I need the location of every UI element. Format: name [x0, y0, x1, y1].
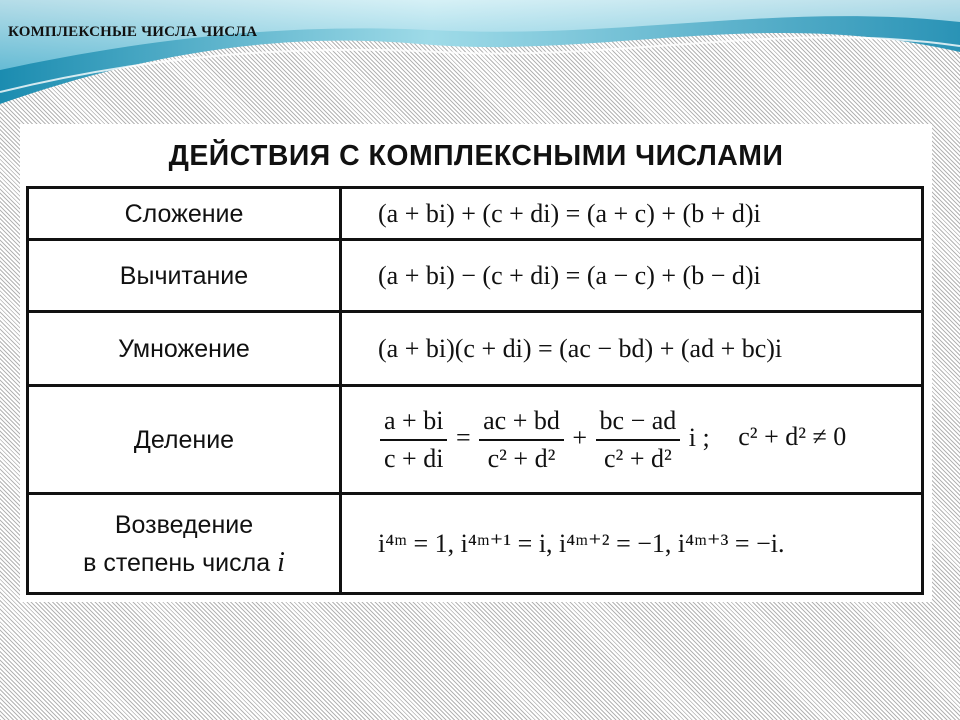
decorative-wave-band [0, 0, 960, 110]
fraction-1-denominator: c + di [384, 443, 444, 473]
table-row [28, 188, 923, 240]
division-condition: c² + d² ≠ 0 [738, 422, 847, 452]
table-row [28, 240, 923, 312]
operation-name-division: Деление [28, 386, 341, 494]
fraction-1 [380, 405, 447, 475]
operations-table [26, 186, 924, 595]
operation-name-addition: Сложение [28, 188, 341, 240]
formula-subtraction: (a + bi) − (c + di) = (a − c) + (b − d)i [341, 240, 923, 312]
fraction-1-numerator: a + bi [380, 405, 447, 441]
fraction-3-denominator: c² + d² [604, 443, 672, 473]
power-name-text: в степень числа [83, 548, 271, 577]
plus-sign: + [572, 422, 588, 452]
operation-name-subtraction: Вычитание [28, 240, 341, 312]
table-row [28, 312, 923, 386]
division-tail: i ; [688, 422, 710, 452]
power-name-line1: Возведение [114, 510, 254, 539]
fraction-3 [596, 405, 681, 475]
equals-sign: = [455, 422, 471, 452]
power-name-variable: i [277, 546, 285, 578]
power-name-line2 [29, 544, 339, 582]
fraction-2-numerator: ac + bd [479, 405, 564, 441]
table-row [28, 386, 923, 494]
operation-name-multiplication: Умножение [28, 312, 341, 386]
formula-multiplication: (a + bi)(c + di) = (ac − bd) + (ad + bc)i [341, 312, 923, 386]
slide-title: КОМПЛЕКСНЫЕ ЧИСЛА ЧИСЛА [8, 24, 258, 40]
table-row [28, 494, 923, 594]
formula-addition: (a + bi) + (c + di) = (a + c) + (b + d)i [341, 188, 923, 240]
fraction-2 [479, 405, 564, 475]
sheet-heading: ДЕЙСТВИЯ С КОМПЛЕКСНЫМИ ЧИСЛАМИ [168, 140, 784, 172]
formula-power: i⁴ᵐ = 1, i⁴ᵐ⁺¹ = i, i⁴ᵐ⁺² = −1, i⁴ᵐ⁺³ = −i. [341, 494, 923, 594]
operation-name-power [28, 494, 341, 594]
fraction-2-denominator: c² + d² [487, 443, 556, 473]
formula-division [341, 386, 923, 494]
fraction-3-numerator: bc − ad [596, 405, 681, 441]
